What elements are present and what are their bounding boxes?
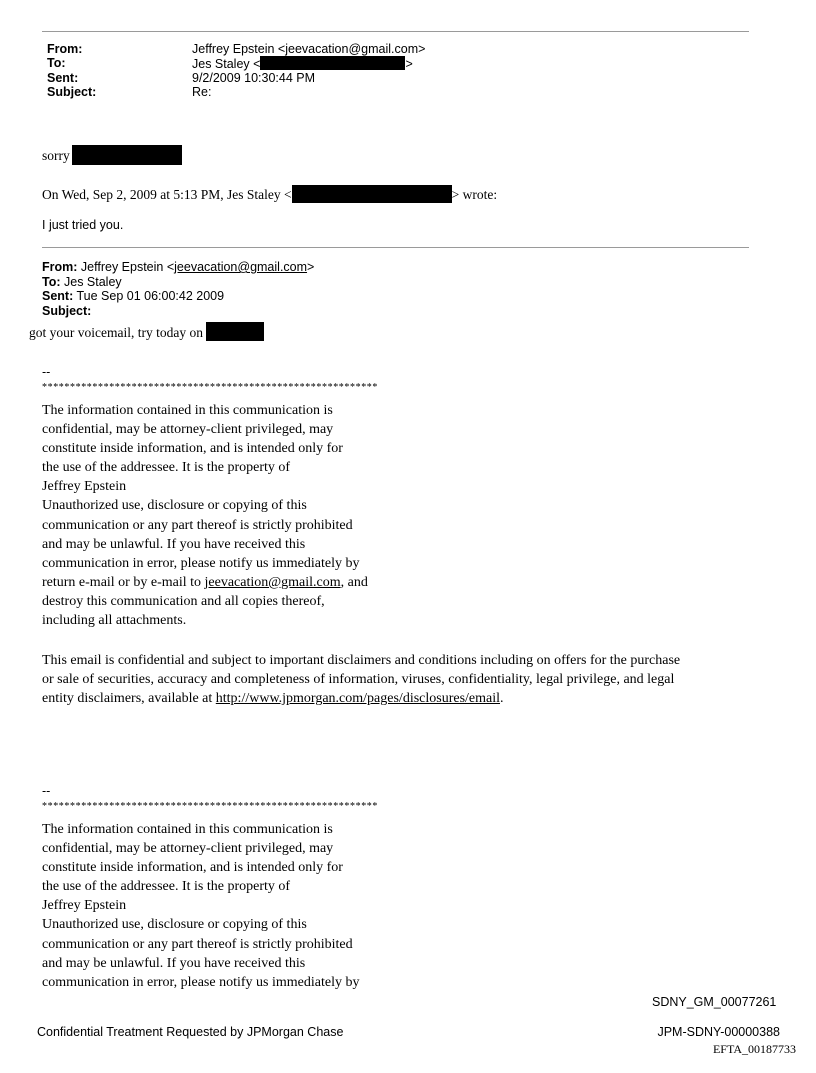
redaction-box — [292, 185, 452, 203]
signature-stars-2: ************************************************************ — [42, 801, 378, 812]
to-label: To: — [47, 56, 66, 70]
original-header — [42, 260, 314, 318]
header-top-rule — [42, 31, 749, 32]
efta-number: EFTA_00187733 — [712, 1042, 796, 1056]
disclaimer-block-1: The information contained in this communication is confidential, may be attorney-client privileged, may constitute inside information, and is intended only for the use of the addressee. It is the property of Jeffrey Epstein Unauthorized use, disclosure or copying of this communication or any part thereof is strictly prohibited and may be unlawful. If you have received this communication in error, please notify us immediately by return e-mail or by e-mail to jeevacation@gmail.com, and destroy this communication and all copies thereof, including all attachments. — [42, 403, 368, 629]
signature-stars: ************************************************************ — [42, 382, 378, 393]
original-to: To: Jes Staley — [42, 274, 122, 289]
redaction-box — [206, 322, 264, 341]
sent-label: Sent: — [47, 71, 79, 85]
original-body: got your voicemail, try today on — [29, 322, 264, 341]
redaction-box — [260, 56, 405, 70]
original-sent: Sent: Tue Sep 01 06:00:42 2009 — [42, 289, 225, 303]
email-header — [47, 42, 425, 99]
sent-value: 9/2/2009 10:30:44 PM — [192, 71, 316, 85]
from-email-link[interactable]: jeevacation@gmail.com — [174, 260, 308, 274]
from-value: Jeffrey Epstein <jeevacation@gmail.com> — [192, 42, 426, 56]
from-label: From: — [47, 42, 83, 56]
header-subject-row — [47, 85, 425, 99]
signature-dashes: -- — [42, 365, 51, 379]
reply-body: sorry — [42, 145, 182, 165]
confidential-footer: Confidential Treatment Requested by JPMorgan Chase — [37, 1025, 344, 1039]
bates-number: JPM-SDNY-00000388 — [657, 1025, 780, 1039]
subject-label: Subject: — [47, 85, 97, 99]
sdny-stamp: SDNY_GM_00077261 — [652, 995, 777, 1009]
quote-divider-rule — [42, 247, 749, 248]
header-sent-row — [47, 71, 425, 85]
jpm-disclaimer: This email is confidential and subject to important disclaimers and conditions including on offers for the purchase or sale of securities, accuracy and completeness of information, viruses, confidentiality, legal privilege, and legal entity disclaimers, available at http://www.jpmorgan.com/pages/disclosures/email. — [42, 653, 681, 707]
original-from: From: Jeffrey Epstein <jeevacation@gmail.com> — [42, 260, 315, 274]
jpm-disclosures-link[interactable]: http://www.jpmorgan.com/pages/disclosures/email — [215, 691, 501, 707]
disclaimer-email-link[interactable]: jeevacation@gmail.com — [204, 574, 341, 590]
quote-attribution: On Wed, Sep 2, 2009 at 5:13 PM, Jes Staley < > wrote: — [42, 187, 498, 202]
header-from-row — [47, 42, 425, 56]
redaction-box — [72, 145, 182, 165]
to-value: Jes Staley < > — [192, 57, 413, 71]
signature-dashes-2: -- — [42, 784, 51, 798]
subject-value: Re: — [192, 85, 212, 99]
header-to-row — [47, 56, 425, 71]
quoted-text: I just tried you. — [42, 218, 124, 232]
original-subject: Subject: — [42, 303, 92, 318]
disclaimer-block-2: The information contained in this communication is confidential, may be attorney-client privileged, may constitute inside information, and is intended only for the use of the addressee. It is the property of Jeffrey Epstein Unauthorized use, disclosure or copying of this communication or any part thereof is strictly prohibited and may be unlawful. If you have received this communication in error, please notify us immediately by — [42, 822, 360, 990]
